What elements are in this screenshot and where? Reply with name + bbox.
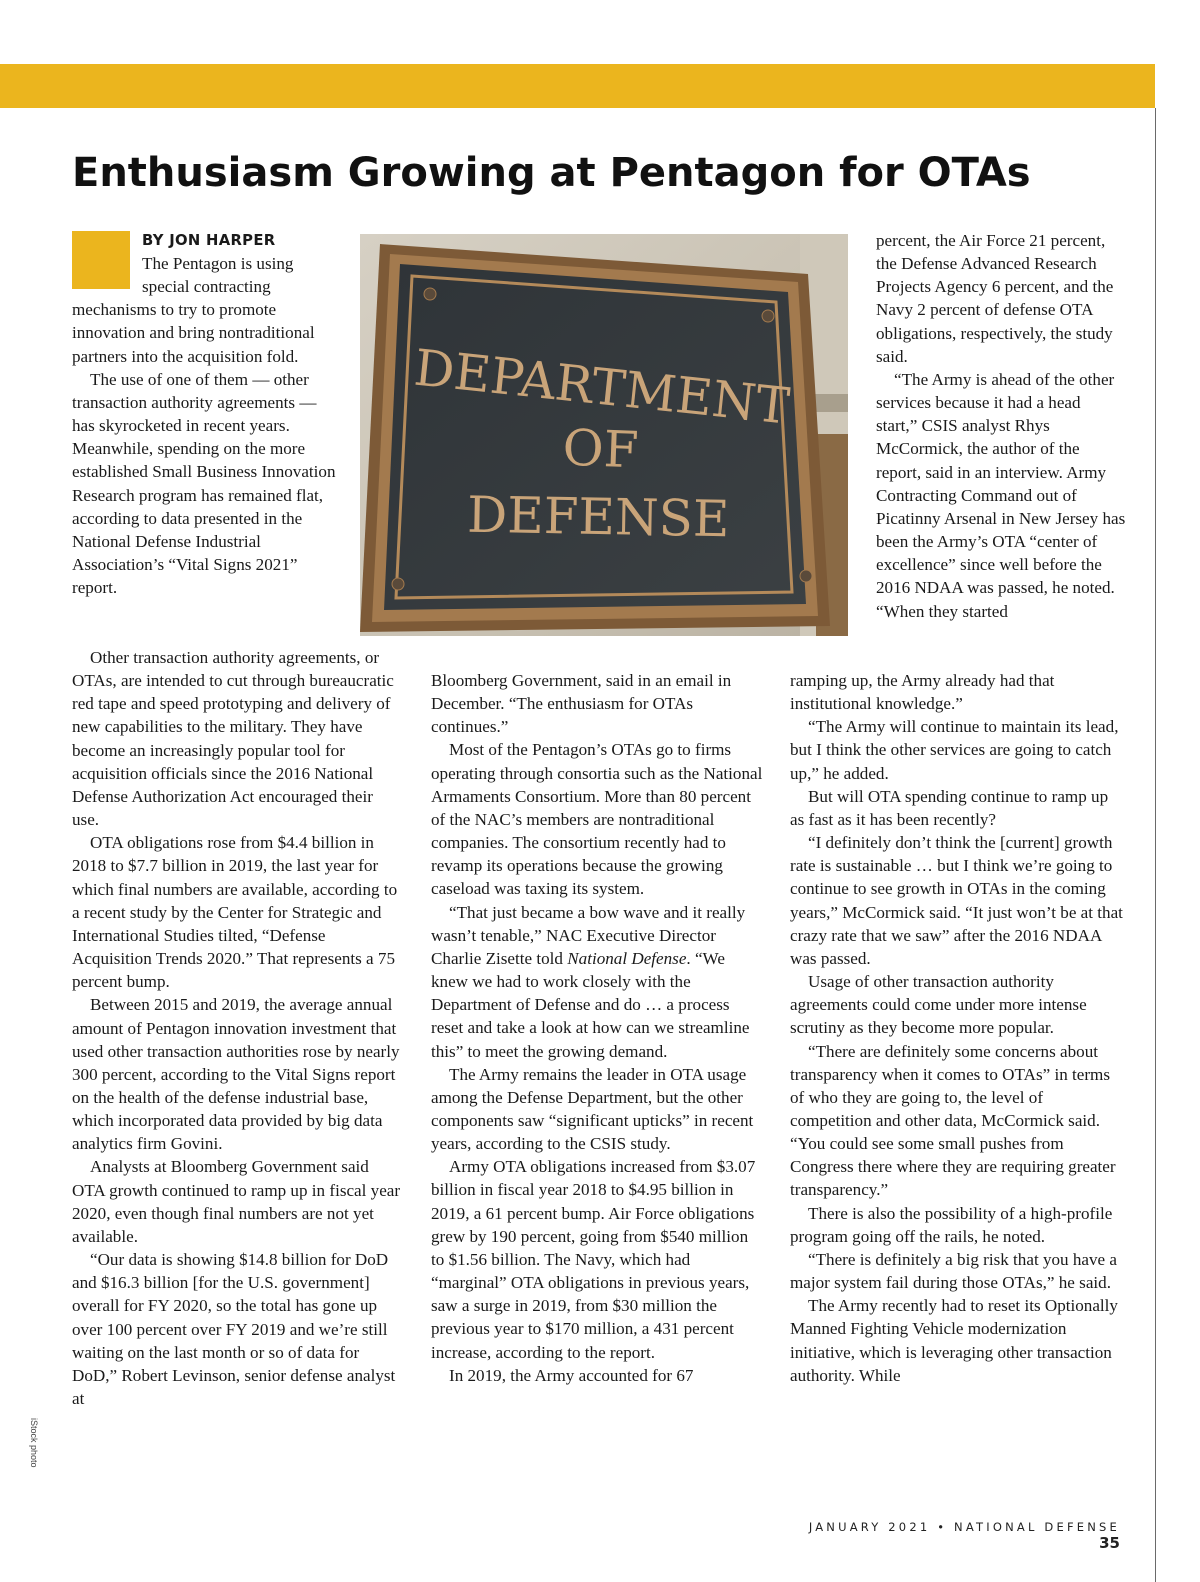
paragraph: The Army recently had to reset its Optionally Manned Fighting Vehicle modernization initiative, which is leveraging other transaction authority. While — [790, 1296, 1118, 1385]
drop-square-ornament — [72, 231, 130, 289]
paragraph: Army OTA obligations increased from $3.07 billion in fiscal year 2018 to $4.95 billion in 2019, a 61 percent bump. Air Force obligations grew by 190 percent, going from $540 million to $1.56 billion. The Navy, which had “marginal” OTA obligations in previous years, saw a surge in 2019, from $30 million the previous year to $170 million, a 431 percent increase, according to the report. — [431, 1157, 756, 1362]
paragraph: But will OTA spending continue to ramp up as fast as it has been recently? — [790, 786, 1109, 829]
paragraph: Most of the Pentagon’s OTAs go to firms operating through consortia such as the National Armaments Consortium. More than 80 percent of the NAC’s members are nontraditional companies. The consortium recently had to revamp its operations because the growing caseload was taxing its system. — [431, 740, 763, 899]
paragraph: “I definitely don’t think the [current] growth rate is sustainable … but I think we’re going to continue to see growth in OTAs in the coming years,” McCormick said. “It just won’t be at that crazy rate that we saw” after the 2016 NDAA was passed. — [790, 833, 1123, 968]
pentagon-sign-photo — [360, 234, 848, 636]
paragraph: Analysts at Bloomberg Government said OTA growth continued to ramp up in fiscal year 2020, even though final numbers are not yet available. — [72, 1157, 401, 1246]
column-3-top — [876, 229, 1126, 623]
paragraph: Between 2015 and 2019, the average annual amount of Pentagon innovation investment that used other transaction authorities rose by nearly 300 percent, according to the Vital Signs report on the health of the defense industrial base, which incorporated data provided by big data analytics firm Govini. — [72, 995, 400, 1154]
paragraph: “The Army will continue to maintain its lead, but I think the other services are going to catch up,” he added. — [790, 717, 1119, 783]
sign-line-3: DEFENSE — [466, 485, 730, 549]
paragraph: ramping up, the Army already had that institutional knowledge.” — [790, 671, 1055, 714]
paragraph — [431, 901, 763, 1063]
paragraph: There is also the possibility of a high-profile program going off the rails, he noted. — [790, 1203, 1113, 1246]
sign-line-2: OF — [561, 418, 640, 480]
column-1-top — [72, 229, 337, 599]
paragraph: Bloomberg Government, said in an email in December. “The enthusiasm for OTAs continues.” — [431, 671, 732, 737]
column-2 — [431, 669, 763, 1387]
paragraph: “The Army is ahead of the other services because it had a head start,” CSIS analyst Rhys McCormick, the author of the report, said in an interview. Army Contracting Command out of Picatinny Arsenal in New Jersey has been the Army’s OTA “center of excellence” since well before the 2016 NDAA was passed, he noted. “When they started — [876, 369, 1126, 621]
quote-text: “That just became a bow wave and it really wasn’t tenable,” NAC Executive Director Charlie Zisette told — [431, 902, 746, 968]
article-headline: Enthusiasm Growing at Pentagon for OTAs — [72, 150, 1031, 196]
byline: BY JON HARPER — [142, 232, 276, 249]
quote-text: . “We knew we had to work closely with the Department of Defense and do … a process reset and take a look at how can we streamline this” to meet the growing demand. — [431, 948, 750, 1061]
issue-line: JANUARY 2021 • NATIONAL DEFENSE — [808, 1520, 1120, 1534]
paragraph: Other transaction authority agreements, or OTAs, are intended to cut through bureaucratic red tape and speed prototyping and delivery of new capabilities to the military. They have become an increasingly popular tool for acquisition officials since the 2016 National Defense Authorization Act encouraged their use. — [72, 648, 394, 830]
page-footer — [780, 1520, 1120, 1552]
sign-line-1: DEPARTMENT — [411, 338, 793, 436]
paragraph: “There is definitely a big risk that you have a major system fail during those OTAs,” he said. — [790, 1249, 1118, 1293]
publication-name: National Defense — [567, 948, 687, 968]
column-3 — [790, 669, 1126, 1387]
top-color-bar — [0, 64, 1155, 108]
paragraph: “Our data is showing $14.8 billion for DoD and $16.3 billion [for the U.S. government] overall for FY 2020, so the total has gone up over 100 percent over FY 2019 and we’re still waiting on the last month or so of data for DoD,” Robert Levinson, senior defense analyst at — [72, 1250, 396, 1408]
paragraph: “There are definitely some concerns about transparency when it comes to OTAs” in terms of who they are going to, the level of competition and other data, McCormick said. “You could see some small pushes from Congress there where they are requiring greater transparency.” — [790, 1041, 1116, 1200]
photo-credit — [27, 1418, 41, 1490]
paragraph: percent, the Air Force 21 percent, the Defense Advanced Research Projects Agency 6 percent, and the Navy 2 percent of defense OTA obligations, respectively, the study said. — [876, 231, 1114, 366]
paragraph: In 2019, the Army accounted for 67 — [449, 1365, 694, 1385]
column-1 — [72, 646, 402, 1410]
page-number: 35 — [1099, 1534, 1120, 1552]
paragraph: The use of one of them — other transaction authority agreements — has skyrocketed in recent years. Meanwhile, spending on the more established Small Business Innovation Research program has remained flat, according to data presented in the National Defense Industrial Association’s “Vital Signs 2021” report. — [72, 369, 336, 598]
paragraph: OTA obligations rose from $4.4 billion in 2018 to $7.7 billion in 2019, the last year for which final numbers are available, according to a recent study by the Center for Strategic and International Studies tilted, “Defense Acquisition Trends 2020.” That represents a 75 percent bump. — [72, 833, 398, 992]
paragraph: The Army remains the leader in OTA usage among the Defense Department, but the other components saw “significant upticks” in recent years, according to the CSIS study. — [431, 1064, 754, 1154]
paragraph: Usage of other transaction authority agreements could come under more intense scrutiny as they become more popular. — [790, 972, 1087, 1038]
photo-credit-text: iStock photo — [29, 1418, 39, 1468]
page-edge-rule — [1155, 108, 1156, 1582]
paragraph: The Pentagon is using special contracting mechanisms to try to promote innovation and bring nontraditional partners into the acquisition fold. — [72, 254, 315, 366]
